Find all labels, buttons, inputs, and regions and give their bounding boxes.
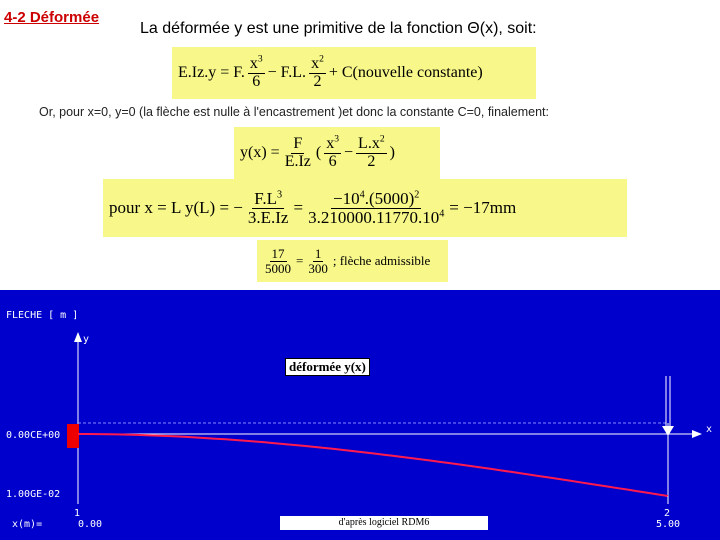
eq3-a-den: 3.E.Iz (247, 207, 289, 227)
eq2-a-num: x (326, 134, 335, 152)
eq4-a-num: 17 (271, 245, 285, 261)
equation-deflection (234, 127, 440, 179)
plot-header: FLECHE [ m ] (6, 310, 79, 321)
eq1-frac-x3-6 (248, 53, 265, 91)
eq4-text: ; flèche admissible (332, 253, 431, 268)
x-axis-label: x (706, 424, 713, 435)
eq3-frac-a (246, 190, 291, 227)
boundary-condition-remark: Or, pour x=0, y=0 (la flèche est nulle à l'encastrement )et donc la constante C=0, finalement: (39, 105, 549, 119)
eq2-f-num: F (293, 134, 303, 152)
eq4-eq: = (296, 253, 304, 268)
eq1-t2-den: 2 (313, 72, 322, 90)
eq4-frac-b (306, 247, 330, 275)
eq4-b-num: 1 (314, 245, 322, 261)
eq1-t1-num: x (249, 54, 258, 72)
eq4-a-den: 5000 (265, 260, 291, 276)
x-axis-arrow-icon (692, 430, 702, 438)
section-title: 4-2 Déformée (4, 9, 100, 26)
eq4-frac-a (263, 247, 293, 275)
eq3-a-num: F.L (254, 188, 277, 208)
eq2-a-exp: 3 (334, 133, 340, 145)
eq2-b-exp: 2 (379, 133, 385, 145)
equation-max-deflection (103, 179, 627, 237)
node-1-label: 1 (74, 508, 81, 519)
eq3-eq1: = (293, 198, 304, 217)
eq3-a-exp: 3 (277, 189, 283, 200)
eq3-b-exp2: 2 (414, 189, 420, 200)
eq3-prefix: pour x = L y(L) = − (109, 198, 243, 217)
eq2-close: ) (389, 144, 395, 161)
eq1-t1-den: 6 (252, 72, 261, 90)
x-end-label: 5.00 (656, 519, 681, 530)
equation-admissible (257, 240, 448, 282)
eq2-frac-b (356, 133, 387, 171)
eq3-b-exp1: 4 (359, 189, 365, 200)
deflection-plot-svg (0, 290, 720, 540)
eq2-frac-f (283, 136, 313, 171)
eq3-result: = −17mm (449, 198, 517, 217)
eq2-b-den: 2 (367, 152, 376, 170)
deflection-curve (78, 434, 668, 496)
equation-integration (172, 47, 536, 99)
eq2-open: ( (315, 144, 322, 161)
fixed-support-icon (67, 424, 79, 448)
eq2-frac-a (324, 133, 341, 171)
eq2-b-num: L.x (358, 134, 380, 152)
eq4-b-den: 300 (308, 260, 328, 276)
eq3-frac-b (306, 190, 446, 227)
eq1-minus: − F.L. (267, 64, 307, 81)
eq1-t2-exp: 2 (319, 53, 324, 65)
eq3-b-den-exp: 4 (439, 207, 445, 219)
eq1-lhs: E.Iz.y = F. (178, 64, 245, 81)
eq1-tail: + C(nouvelle constante) (328, 64, 483, 81)
y-axis-label: y (83, 334, 90, 345)
intro-text: La déformée y est une primitive de la fonction Θ(x), soit: (140, 20, 537, 37)
eq1-t1-exp: 3 (257, 53, 263, 65)
y-axis-arrow-icon (74, 332, 82, 342)
eq3-b-mid: .(5000) (364, 188, 415, 208)
x-prefix-label: x(m)= (12, 519, 43, 530)
deflection-plot-panel (0, 290, 720, 540)
eq3-b-den: 3.210000.11770.10 (308, 207, 440, 227)
software-credit: d'après logiciel RDM6 (280, 516, 488, 530)
eq3-b-num: −10 (333, 188, 360, 208)
x-start-label: 0.00 (78, 519, 103, 530)
y-tick-bottom: 1.00GE-02 (6, 489, 61, 500)
eq2-minus: − (344, 144, 354, 161)
eq2-a-den: 6 (328, 152, 337, 170)
eq1-t2-num: x (311, 54, 320, 72)
node-2-label: 2 (664, 508, 671, 519)
eq2-lhs: y(x) = (240, 144, 280, 161)
plot-title: déformée y(x) (285, 358, 370, 376)
y-tick-top: 0.00CE+00 (6, 430, 61, 441)
eq2-f-den: E.Iz (284, 152, 311, 170)
eq1-frac-x2-2 (309, 53, 326, 91)
